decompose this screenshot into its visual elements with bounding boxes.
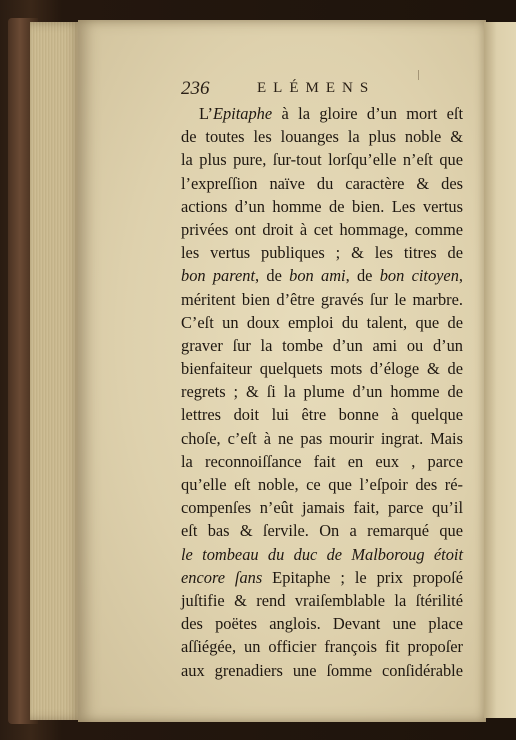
text-segment: privées ont droit à cet hommage, comme [181,219,463,239]
text-line [181,635,463,658]
text-segment: regrets ; & ſi la plume d’un homme de [181,382,463,402]
text-line [181,311,463,334]
text-line [181,612,463,635]
text-line [181,659,463,682]
text-segment: actions d’un homme de bien. Les vertus [181,196,463,216]
text-segment: choſe, c’eſt à ne pas mourir ingrat. Mais [181,428,463,448]
page-header [181,78,461,102]
text-line [181,334,463,357]
text-line [181,543,463,566]
text-line [181,427,463,450]
text-segment: graver ſur la tombe d’un ami ou d’un [181,335,463,355]
page-edges [30,22,82,720]
text-segment: les vertus publiques ; & les titres de [181,243,463,263]
text-segment: aux grenadiers une ſomme conſidérable [181,660,463,680]
running-title: ELÉMENS [257,80,376,96]
text-segment: , [458,266,464,286]
text-line [181,218,463,241]
text-segment: eſt bas & ſervile. On a remarqué que [181,521,463,541]
italic-text-segment: encore ſans [181,567,263,587]
text-segment: Epitaphe ; le prix propoſé [262,567,464,587]
text-line [181,380,463,403]
page-number: 236 [181,78,210,99]
text-line [181,589,463,612]
text-line [181,125,463,148]
text-line [181,102,463,125]
text-line [181,519,463,542]
text-segment: bienfaiteur quelquets mots d’éloge & de [181,359,463,379]
text-line [181,450,463,473]
text-line [181,357,463,380]
italic-text-segment: bon parent [181,266,256,286]
italic-text-segment: Epitaphe [212,104,273,123]
text-line [181,403,463,426]
italic-text-segment: bon citoyen [379,266,459,286]
facing-page-edge [484,22,516,718]
text-segment: , de [345,266,380,286]
text-line [181,148,463,171]
text-segment: l’expreſſion naïve du caractère & des [181,173,463,193]
text-segment: de toutes les louanges la plus noble & [181,127,463,147]
text-segment: méritent bien d’être gravés ſur le marbre. [181,289,463,309]
text-line [181,566,463,589]
text-line [181,473,463,496]
text-segment: L’ [199,104,213,123]
text-segment: , de [255,266,290,286]
text-segment: aſſiégée, un officier françois fit propoſer [181,637,463,657]
text-segment: à la gloire d’un mort eſt [272,104,463,123]
text-line [181,496,463,519]
italic-text-segment: le tombeau du duc de Malboroug étoit [181,544,463,564]
text-segment: compenſes n’eût jamais fait, parce qu’il [181,498,463,518]
text-segment: la reconnoiſſance fait en eux , parce [181,451,463,471]
italic-text-segment: bon ami [289,266,346,286]
text-segment: la plus pure, ſur-tout lorſqu’elle n’eſt que [181,150,463,170]
text-line [181,288,463,311]
text-segment: juſtifie & rend vraiſemblable la ſtérilité [181,590,463,610]
text-line [181,241,463,264]
text-line [181,195,463,218]
text-segment: lettres doit lui être bonne à quelque [181,405,463,425]
text-line [181,172,463,195]
text-segment: qu’elle eſt noble, ce que l’eſpoir des ré- [181,475,463,494]
body-text [181,102,463,682]
text-segment: des poëtes anglois. Devant une place [181,614,463,634]
text-segment: C’eſt un doux emploi du talent, que de [181,312,463,332]
text-line [181,264,463,287]
